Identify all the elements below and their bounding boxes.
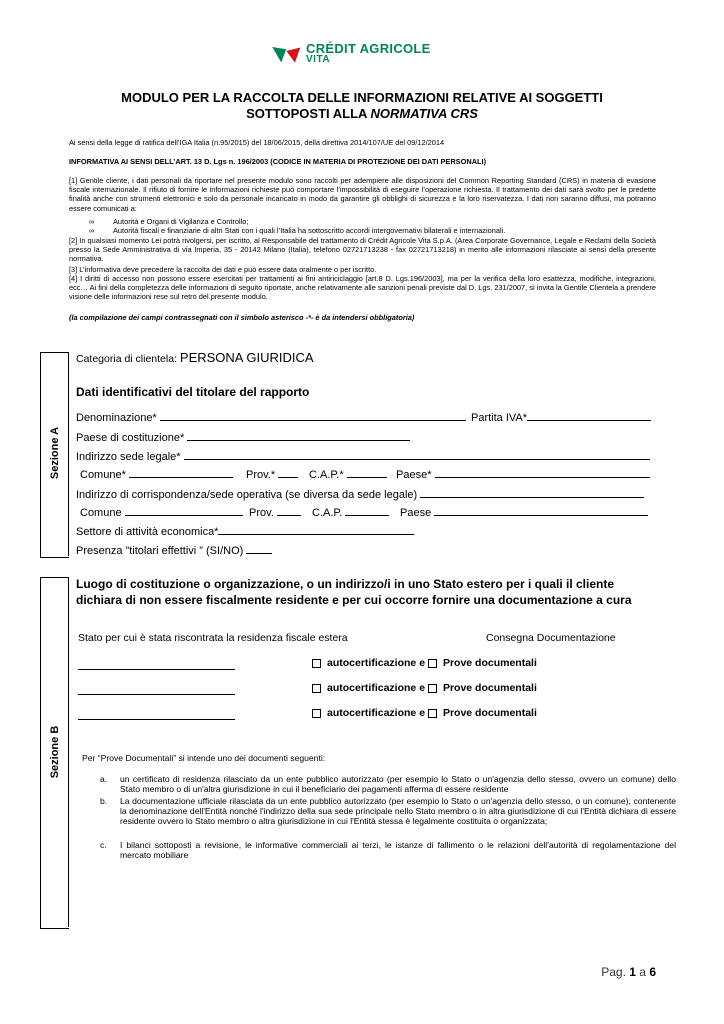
sede-legale-field[interactable]: Indirizzo sede legale*	[76, 449, 650, 463]
privacy-bullet-1: Autorità e Organi di Vigilanza e Controllo;	[113, 217, 249, 226]
category-field: Categoria di clientela: PERSONA GIURIDICA	[76, 350, 314, 365]
paese-costituzione-field[interactable]: Paese di costituzione*	[76, 430, 410, 444]
autocertificazione-checkbox[interactable]	[312, 684, 321, 693]
section-b-label: Sezione B	[49, 725, 61, 779]
stato-input-2[interactable]	[78, 694, 235, 695]
cap-field[interactable]: C.A.P.*	[309, 467, 387, 481]
section-a-heading: Dati identificativi del titolare del rapporto	[76, 385, 310, 399]
comune-field[interactable]: Comune*	[80, 467, 233, 481]
prove-intro: Per “Prove Documentali” si intende uno dei documenti seguenti:	[82, 753, 326, 763]
denominazione-field[interactable]: Denominazione*	[76, 410, 466, 424]
privacy-paragraph-3: [3] L’informativa deve precedere la raccolta dei dati e può essere data oralmente o per iscritto.	[69, 265, 377, 274]
privacy-paragraph-2: [2] In qualsiasi momento Lei potrà rivolgersi, per iscritto, al Responsabile del trattamento di Crédit Agricole Vita S.p.A. (Area Corporate Governance, Legale e Reclami della Società presso la Sede Amministrativa di via Imperia, 35 - 20142 Milano (Italia), telefono 02721713238 - fax 02721713218) in merito alle informazioni rilasciate ai sensi della presente normativa.	[69, 236, 656, 264]
autocertificazione-checkbox[interactable]	[312, 659, 321, 668]
title-line1: MODULO PER LA RACCOLTA DELLE INFORMAZIONI RELATIVE AI SOGGETTI	[121, 90, 603, 105]
stato-input-1[interactable]	[78, 669, 235, 670]
legal-reference: Ai sensi della legge di ratifica dell’IGA Italia (n.95/2015) del 18/06/2015, della direttiva 2014/107/UE del 09/12/2014	[69, 138, 445, 147]
prov-field[interactable]: Prov.*	[246, 467, 298, 481]
section-b-heading-2: dichiara di non essere fiscalmente residente e per cui occorre fornire una documentazione a cura	[76, 593, 632, 607]
column-consegna: Consegna Documentazione	[486, 632, 616, 644]
comune-corrispondenza-field[interactable]: Comune	[80, 505, 243, 519]
credit-agricole-logo	[276, 43, 431, 65]
page-number: Pag. 1 a 6	[601, 965, 656, 979]
bullet-icon: ∞	[89, 217, 95, 226]
consegna-row-1: autocertificazione e Prove documentali	[312, 657, 537, 669]
stato-input-3[interactable]	[78, 719, 235, 720]
prove-documentali-checkbox[interactable]	[428, 659, 437, 668]
section-b-divider	[68, 577, 69, 927]
partita-iva-field[interactable]: Partita IVA*	[471, 410, 651, 424]
column-stato: Stato per cui è stata riscontrata la residenza fiscale estera	[78, 632, 348, 644]
section-b-heading-1: Luogo di costituzione o organizzazione, o un indirizzo/i in uno Stato estero per i quali il cliente	[76, 577, 615, 591]
consegna-row-3: autocertificazione e Prove documentali	[312, 707, 537, 719]
settore-field[interactable]: Settore di attività economica*	[76, 524, 414, 538]
section-a-divider	[68, 352, 69, 556]
privacy-paragraph-1: [1] Gentile cliente, i dati personali da riportare nel presente modulo sono raccolti per adempiere alle disposizioni del Common Reporting Standard (CRS) in materia di evasione fiscale internazionale. Il rifiuto di fornire le informazioni richieste può comportare l’impossibilità di eseguire l’operazione richiesta. Il trattamento dei dati sarà svolto per le predette finalità anche con strumenti elettronici e solo da personale incaricato in modo da garantire gli obblighi di sicurezza e la loro riservatezza. I dati non saranno diffusi, ma potranno essere comunicati a:	[69, 176, 656, 213]
prove-list: a. un certificato di residenza rilasciato da un ente pubblico autorizzato (per esempio lo Stato o un'agenzia dello stesso, ovvero un comune) dello Stato membro o di un'altra giurisdizione in cui il beneficiario dei pagamenti afferma di essere residente b. La documentazione ufficiale rilasciata da un ente pubblico autorizzato (per esempio lo Stato o un'agenzia dello stesso, o un comune), contenente la denominazione dell'Entità nonché l'indirizzo della sua sede principale nello Stato membro o in altra giurisdizione di cui l'Entità dichiara di essere residente ovvero lo Stato membro o altra giurisdizione in cui l'Entità stessa è legalmente costituita o organizzata; c. I bilanci sottoposti a revisione, le informative commerciali ai terzi, le istanze di fallimento o le relazioni dell'autorità di regolamentazione del mercato mobiliare	[100, 774, 676, 861]
consegna-row-2: autocertificazione e Prove documentali	[312, 682, 537, 694]
cap-corrispondenza-field[interactable]: C.A.P.	[312, 505, 389, 519]
prove-documentali-checkbox[interactable]	[428, 709, 437, 718]
logo-mark-icon	[276, 43, 302, 65]
logo-line2: VITA	[306, 54, 331, 65]
privacy-bullet-2: Autorità fiscali e finanziarie di altri Stati con i quali l’Italia ha sottoscritto accordi intergovernativi bilaterali e internazionali.	[113, 226, 506, 235]
prov-corrispondenza-field[interactable]: Prov.	[249, 505, 301, 519]
title-line2: SOTTOPOSTI ALLA NORMATIVA CRS	[246, 106, 478, 121]
privacy-paragraph-4: [4] I diritti di accesso non possono essere esercitati per trattamenti ai fini antiriciclaggio [art.8 D. Lgs.196/2003], ma per la verifica della loro esattezza, modifiche, integrazioni, ecc… Ai fini della completezza delle informazioni di seguito riportate, anche relativamente alle sanzioni penali previste dal D. Lgs. 231/2007, si invita la Gentile Clientela a prendere visione delle informazioni rese sul retro del presente modulo.	[69, 274, 656, 302]
logo-line1: CRÉDIT AGRICOLE	[306, 41, 431, 56]
mandatory-note: (la compilazione dei campi contrassegnati con il simbolo asterisco -*- è da intendersi obbligatoria)	[69, 313, 415, 322]
prove-documentali-checkbox[interactable]	[428, 684, 437, 693]
autocertificazione-checkbox[interactable]	[312, 709, 321, 718]
paese-field[interactable]: Paese*	[396, 467, 650, 481]
titolari-effettivi-field[interactable]: Presenza ”titolari effettivi ” (SI/NO)	[76, 543, 272, 557]
privacy-heading: INFORMATIVA AI SENSI DELL’ART. 13 D. Lgs n. 196/2003 (CODICE IN MATERIA DI PROTEZIONE DEI DATI PERSONALI)	[69, 157, 487, 166]
bullet-icon: ∞	[89, 226, 95, 235]
paese-corrispondenza-field[interactable]: Paese	[400, 505, 648, 519]
section-a-label: Sezione A	[49, 426, 61, 480]
corrispondenza-field[interactable]: Indirizzo di corrispondenza/sede operativa (se diversa da sede legale)	[76, 487, 644, 501]
